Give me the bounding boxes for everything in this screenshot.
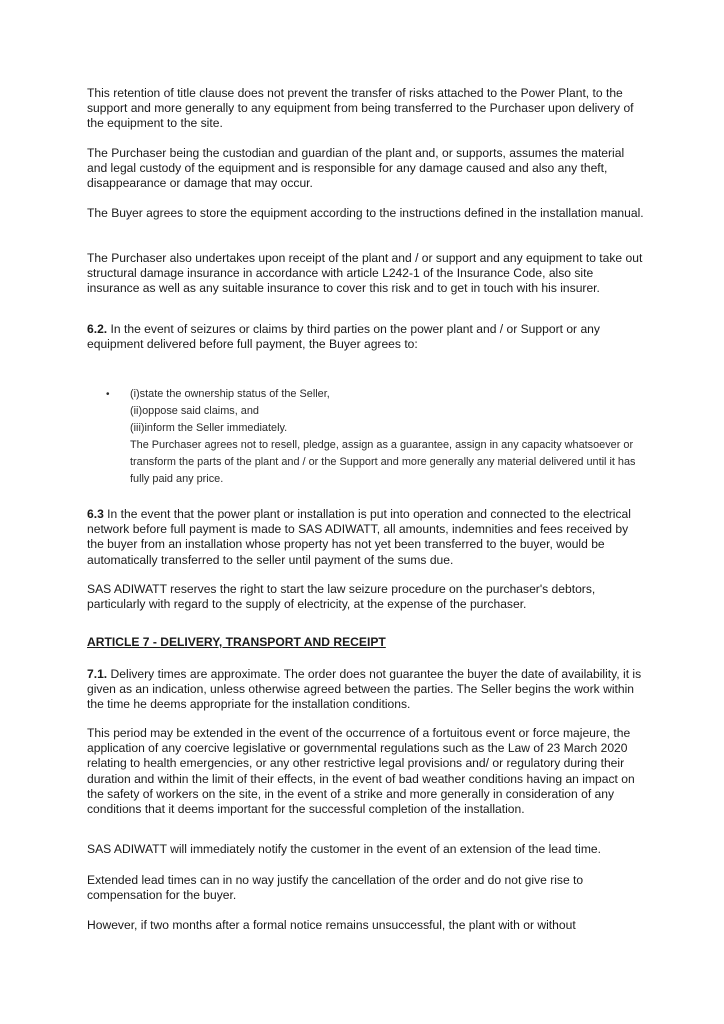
list-item: (iii)inform the Seller immediately. (130, 422, 288, 434)
article-7-heading: ARTICLE 7 - DELIVERY, TRANSPORT AND RECEIPT (87, 635, 386, 649)
paragraph-extension: This period may be extended in the event of the occurrence of a fortuitous event or force majeure, the application of any coercive legislative or governmental regulations such as the Law of 23 March 2020 relating to health emergencies, or any other restrictive legal provisions and/ or regulatory during their duration and within the limit of their effects, in the event of bad weather conditions having an impact on the safety of workers on the site, in the event of a strike and more generally in consideration of any conditions that it deems important for the successful completion of the installation. (87, 726, 635, 817)
paragraph-notify: SAS ADIWATT will immediately notify the customer in the event of an extension of the lead time. (87, 842, 601, 856)
list-item: (i)state the ownership status of the Seller, (130, 388, 330, 400)
section-number: 6.2. (87, 322, 108, 336)
paragraph-seizure: SAS ADIWATT reserves the right to start the law seizure procedure on the purchaser's debtors, particularly with regard to the supply of electricity, at the expense of the purchaser. (87, 582, 596, 612)
obligations-list (87, 386, 647, 488)
paragraph-formal-notice: However, if two months after a formal notice remains unsuccessful, the plant with or without (87, 918, 576, 932)
bullet-icon: • (106, 389, 110, 400)
paragraph-insurance: The Purchaser also undertakes upon receipt of the plant and / or support and any equipment to take out structural damage insurance in accordance with article L242-1 of the Insurance Code, also site insurance as well as any suitable insurance to cover this risk and to get in touch with his insurer. (87, 251, 643, 296)
section-number: 7.1. (87, 667, 108, 681)
section-text: In the event that the power plant or installation is put into operation and connected to the electrical network before full payment is made to SAS ADIWATT, all amounts, indemnities and fees received by the buyer from an installation whose property has not yet been transferred to the buyer, would be automatically transferred to the seller until payment of the sums due. (87, 507, 631, 567)
paragraph-custody: The Purchaser being the custodian and guardian of the plant and, or supports, assumes the material and legal custody of the equipment and is responsible for any damage caused and also any theft, disappearance or damage that may occur. (87, 146, 625, 191)
section-text: In the event of seizures or claims by third parties on the power plant and / or Support or any equipment delivered before full payment, the Buyer agrees to: (87, 322, 600, 352)
paragraph-lead-times: Extended lead times can in no way justify the cancellation of the order and do not give rise to compensation for the buyer. (87, 873, 584, 903)
section-7-1 (87, 667, 645, 713)
section-6-2 (87, 322, 645, 352)
section-text: Delivery times are approximate. The order does not guarantee the buyer the date of availability, it is given as an indication, unless otherwise agreed between the parties. The Seller begins the work within the time he deems appropriate for the installation conditions. (87, 667, 642, 712)
list-continuation: The Purchaser agrees not to resell, pledge, assign as a guarantee, assign in any capacity whatsoever or transform the parts of the plant and / or the Support and more generally any material delivered until it has fully paid any price. (130, 439, 636, 485)
section-6-3 (87, 507, 645, 568)
section-number: 6.3 (87, 507, 104, 521)
paragraph-risk-transfer: This retention of title clause does not prevent the transfer of risks attached to the Power Plant, to the support and more generally to any equipment from being transferred to the Purchaser upon delivery of the equipment to the site. (87, 86, 634, 131)
paragraph-storage: The Buyer agrees to store the equipment according to the instructions defined in the installation manual. (87, 206, 644, 220)
list-item: (ii)oppose said claims, and (130, 405, 259, 417)
